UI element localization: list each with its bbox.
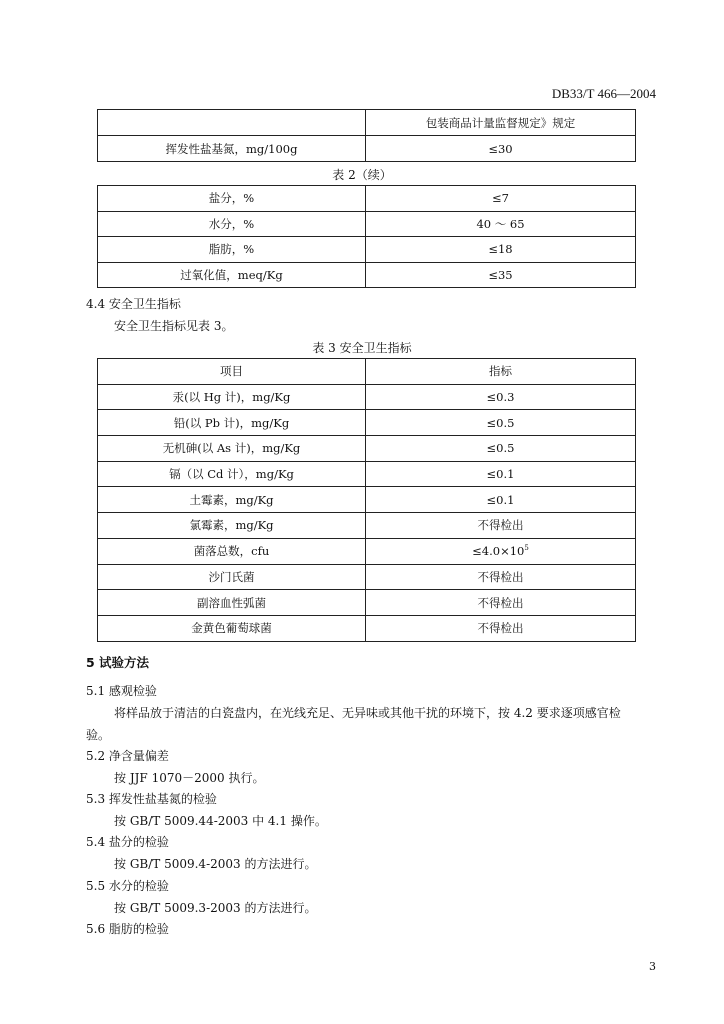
- table-cell: 水分，%: [98, 211, 366, 237]
- table-row: [98, 615, 636, 641]
- table-cell: 包装商品计量监督规定》规定: [366, 110, 636, 136]
- table-cell: [98, 110, 366, 136]
- table-cell: 副溶血性弧菌: [98, 590, 366, 616]
- table-row: [98, 410, 636, 436]
- table-cell: 土霉素，mg/Kg: [98, 487, 366, 513]
- section-5-4-text: 按 GB/T 5009.4-2003 的方法进行。: [114, 857, 317, 871]
- table-cell: 汞(以 Hg 计)，mg/Kg: [98, 384, 366, 410]
- table-continuation-top: [97, 109, 636, 162]
- table-row: [98, 436, 636, 462]
- section-5-4-heading: 5.4 盐分的检验: [86, 835, 169, 849]
- table-cell: ≤35: [366, 262, 636, 288]
- table-row: [98, 538, 636, 564]
- table-cell: 脂肪，%: [98, 237, 366, 263]
- table-cell: 镉（以 Cd 计），mg/Kg: [98, 461, 366, 487]
- table-row: [98, 461, 636, 487]
- section-5-2-text: 按 JJF 1070－2000 执行。: [114, 771, 265, 785]
- table-cell: 氯霉素，mg/Kg: [98, 513, 366, 539]
- table-cell: ≤0.1: [366, 487, 636, 513]
- table-cell: 40 ～ 65: [366, 211, 636, 237]
- table-row: [98, 211, 636, 237]
- section-5-5-heading: 5.5 水分的检验: [86, 879, 169, 893]
- table-header-row: [98, 359, 636, 385]
- section-5-1-text-cont: 验。: [86, 728, 111, 742]
- table-row: [98, 110, 636, 136]
- cfu-limit-value: ≤4.0×10: [472, 544, 525, 559]
- table-cell: 不得检出: [366, 615, 636, 641]
- section-5-3-heading: 5.3 挥发性盐基氮的检验: [86, 792, 217, 806]
- table-cell: 不得检出: [366, 590, 636, 616]
- table-cell: 盐分，%: [98, 186, 366, 212]
- table-cell: 不得检出: [366, 564, 636, 590]
- table-cell: ≤0.5: [366, 436, 636, 462]
- table-row: [98, 136, 636, 162]
- section-5-1-heading: 5.1 感观检验: [86, 684, 157, 698]
- table-cell: ≤7: [366, 186, 636, 212]
- section-4-4-text: 安全卫生指标见表 3。: [114, 319, 234, 333]
- table-row: [98, 186, 636, 212]
- table-row: [98, 384, 636, 410]
- table3-caption: 表 3 安全卫生指标: [312, 341, 412, 355]
- table3-safety-indicators: [97, 358, 636, 642]
- page-number: 3: [649, 960, 656, 973]
- table-cell: 无机砷(以 As 计)，mg/Kg: [98, 436, 366, 462]
- section-5-6-heading: 5.6 脂肪的检验: [86, 922, 169, 936]
- table-header-cell: 指标: [366, 359, 636, 385]
- table-cell: ≤30: [366, 136, 636, 162]
- section-5-3-text: 按 GB/T 5009.44-2003 中 4.1 操作。: [114, 814, 327, 828]
- table-row: [98, 487, 636, 513]
- section-4-4-heading: 4.4 安全卫生指标: [86, 297, 181, 311]
- table-row: [98, 237, 636, 263]
- table-header-cell: 项目: [98, 359, 366, 385]
- table-cell: [366, 538, 636, 564]
- document-code: DB33/T 466—2004: [551, 86, 656, 101]
- table-cell: ≤0.1: [366, 461, 636, 487]
- table-cell: ≤0.3: [366, 384, 636, 410]
- table-cell: ≤0.5: [366, 410, 636, 436]
- table2-caption: 表 2（续）: [332, 168, 392, 182]
- table-cell: 金黄色葡萄球菌: [98, 615, 366, 641]
- table-cell: 铅(以 Pb 计)，mg/Kg: [98, 410, 366, 436]
- section-5-2-heading: 5.2 净含量偏差: [86, 749, 169, 763]
- table2-continued: [97, 185, 636, 288]
- table-cell: 不得检出: [366, 513, 636, 539]
- section-5-heading: 5 试验方法: [86, 655, 150, 670]
- exponent: 5: [524, 544, 529, 553]
- table-row: [98, 564, 636, 590]
- table-cell: 沙门氏菌: [98, 564, 366, 590]
- table-row: [98, 262, 636, 288]
- section-5-5-text: 按 GB/T 5009.3-2003 的方法进行。: [114, 901, 317, 915]
- table-cell: 菌落总数，cfu: [98, 538, 366, 564]
- table-row: [98, 513, 636, 539]
- section-5-1-text: 将样品放于清洁的白瓷盘内，在光线充足、无异味或其他干扰的环境下，按 4.2 要求逐项感官检: [114, 706, 621, 720]
- table-row: [98, 590, 636, 616]
- table-cell: 过氧化值，meq/Kg: [98, 262, 366, 288]
- table-cell: ≤18: [366, 237, 636, 263]
- table-cell: 挥发性盐基氮，mg/100g: [98, 136, 366, 162]
